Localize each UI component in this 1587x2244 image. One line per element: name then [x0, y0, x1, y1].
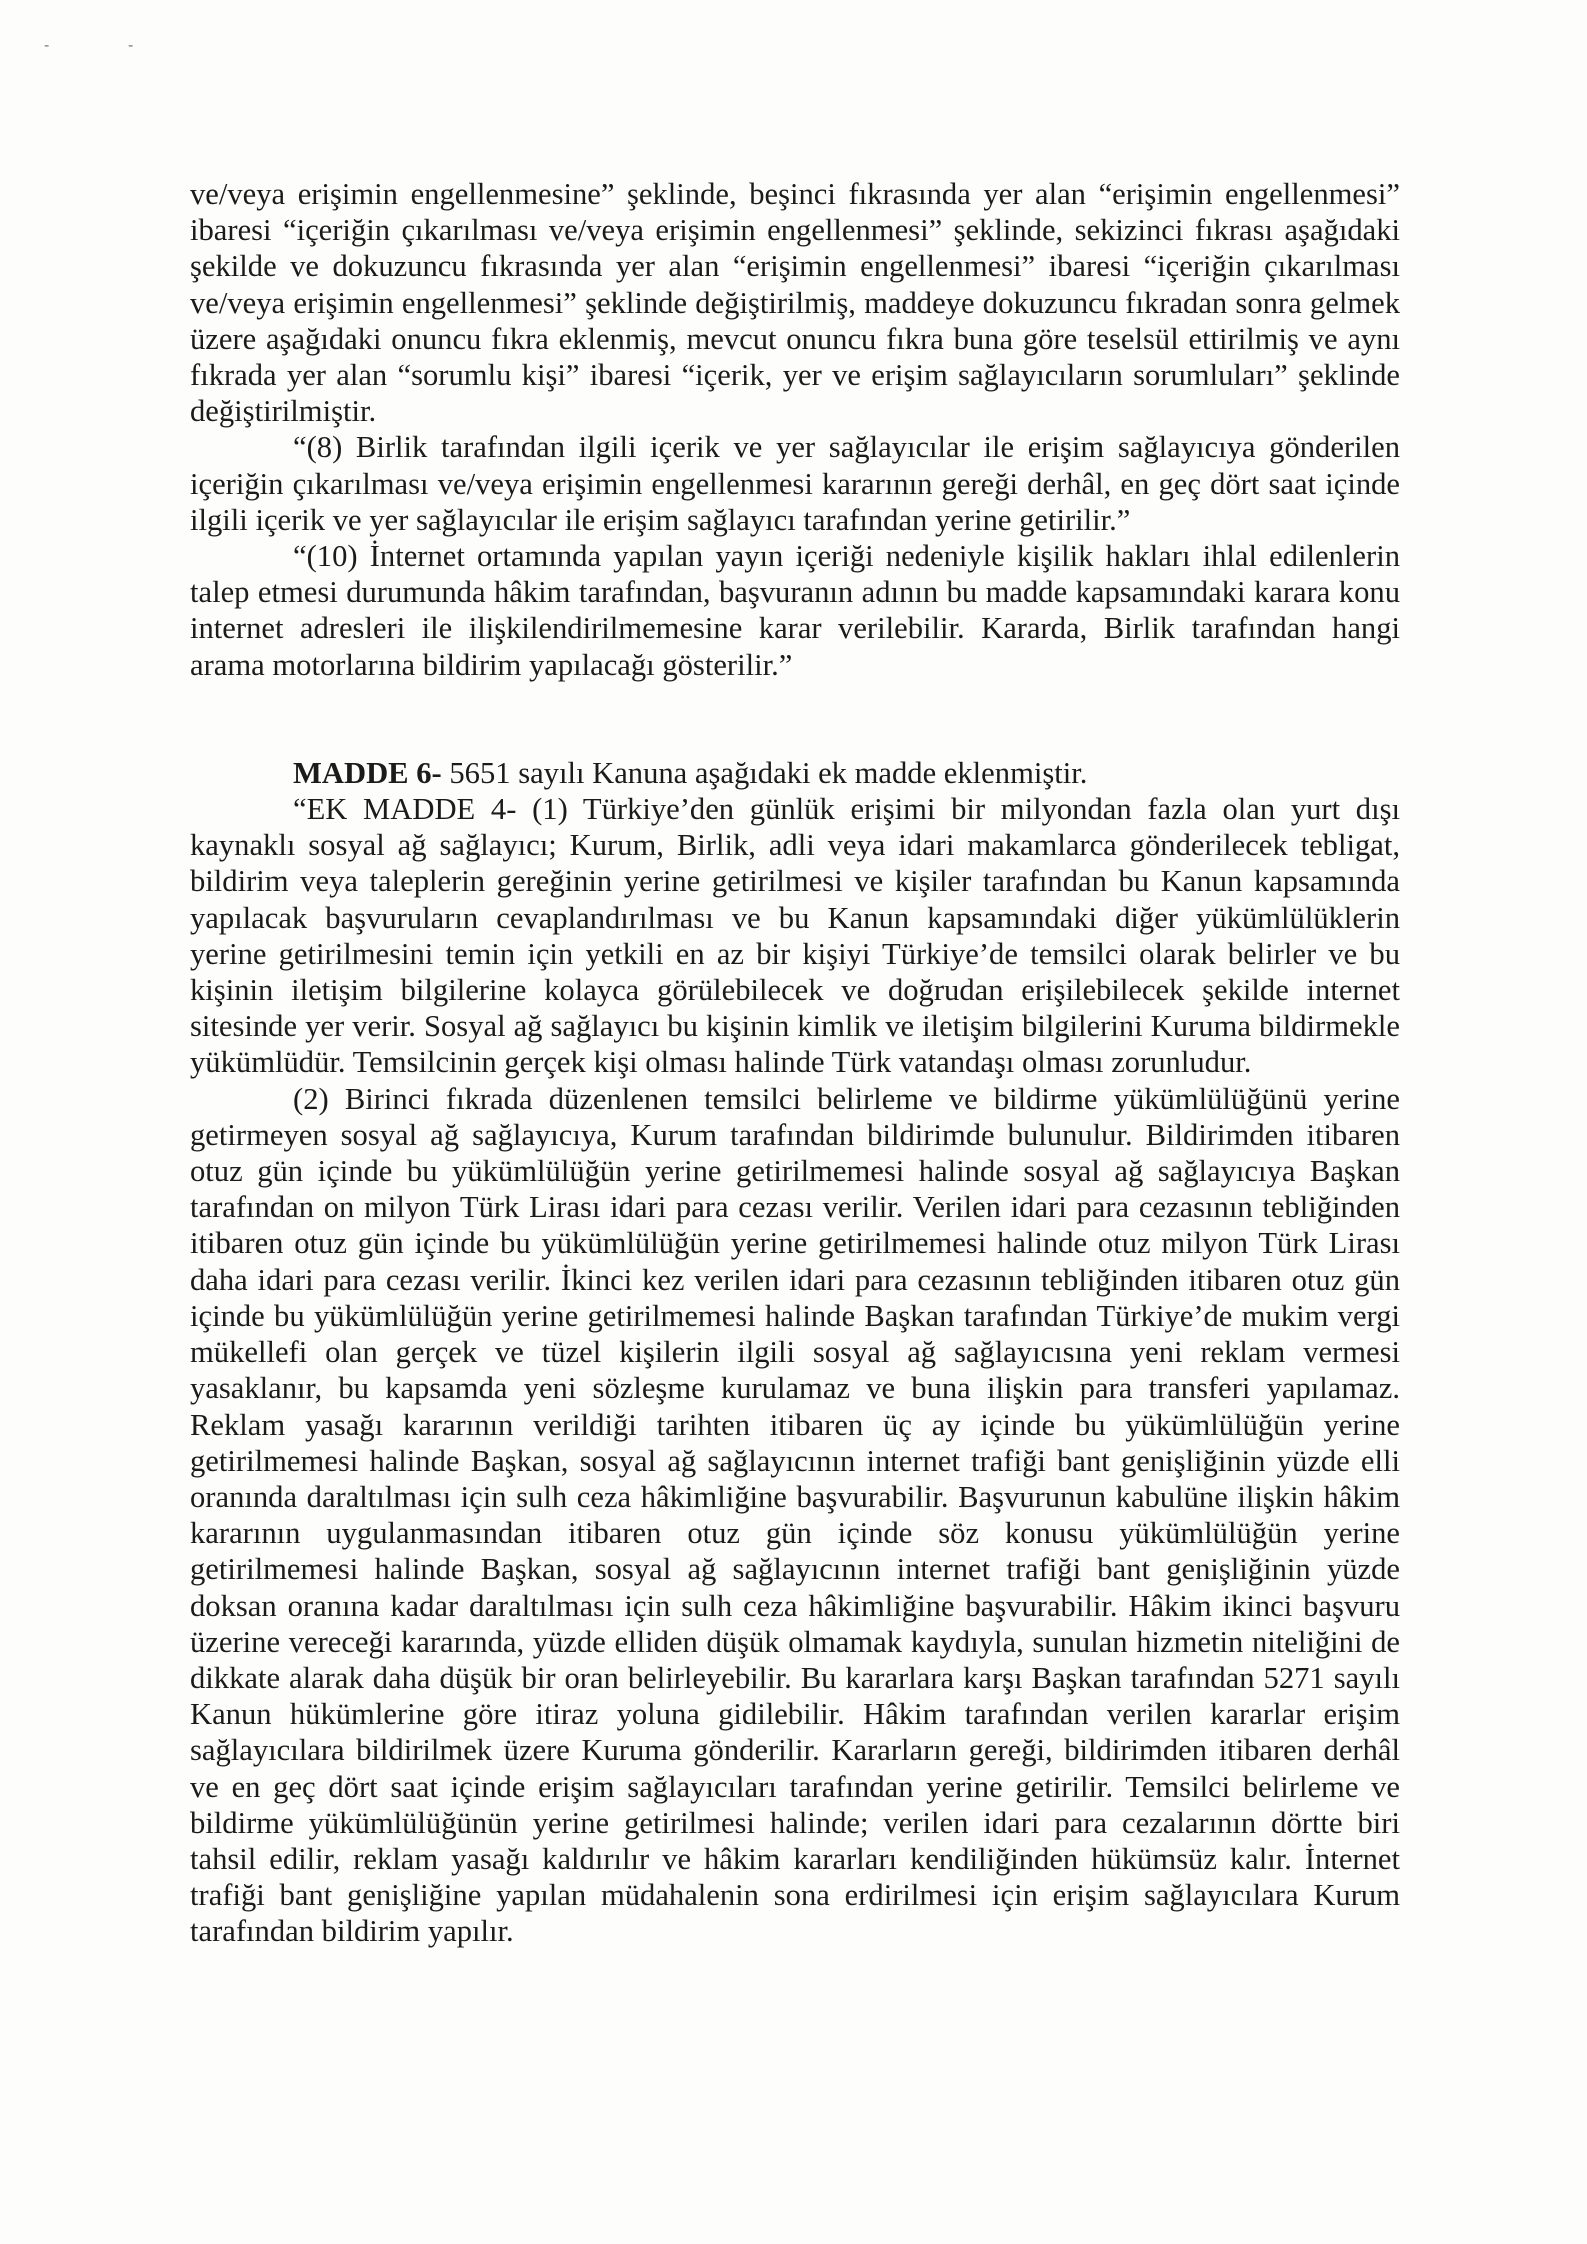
article-intro-text: 5651 sayılı Kanuna aşağıdaki ek madde eklenmiştir. — [441, 755, 1088, 790]
scan-mark: - — [128, 37, 134, 54]
article-heading: MADDE 6- — [293, 755, 442, 790]
document-body — [190, 176, 1400, 1950]
paragraph-continuation: ve/veya erişimin engellenmesine” şeklinde, beşinci fıkrasında yer alan “erişimin engellenmesi” ibaresi “içeriğin çıkarılması ve/veya erişimin engellenmesi” şeklinde, sekizinci fıkrası aşağıdaki şekilde ve dokuzuncu fıkrasında yer alan “erişimin engellenmesi” ibaresi “içeriğin çıkarılması ve/veya erişimin engellenmesi” şeklinde değiştirilmiş, maddeye dokuzuncu fıkradan sonra gelmek üzere aşağıdaki onuncu fıkra eklenmiş, mevcut onuncu fıkra buna göre teselsül ettirilmiş ve aynı fıkrada yer alan “sorumlu kişi” ibaresi “içerik, yer ve erişim sağlayıcıların sorumluları” şeklinde değiştirilmiştir. — [190, 177, 1400, 429]
scan-mark: - — [44, 37, 50, 54]
article-6-intro — [190, 755, 1400, 791]
section-gap — [190, 683, 1400, 755]
paragraph-ek-madde-4-2: (2) Birinci fıkrada düzenlenen temsilci belirleme ve bildirme yükümlülüğünü yerine getirmeyen sosyal ağ sağlayıcıya, Kurum tarafından bildirimde bulunulur. Bildirimden itibaren otuz gün içinde bu yükümlülüğün yerine getirilmemesi halinde sosyal ağ sağlayıcıya Başkan tarafından on milyon Türk Lirası idari para cezası verilir. Verilen idari para cezasının tebliğinden itibaren otuz gün içinde bu yükümlülüğün yerine getirilmemesi halinde otuz milyon Türk Lirası daha idari para cezası verilir. İkinci kez verilen idari para cezasının tebliğinden itibaren otuz gün içinde bu yükümlülüğün yerine getirilmemesi halinde Başkan tarafından Türkiye’de mukim vergi mükellefi olan gerçek ve tüzel kişilerin ilgili sosyal ağ sağlayıcısına yeni reklam vermesi yasaklanır, bu kapsamda yeni sözleşme kurulamaz ve buna ilişkin para transferi yapılamaz. Reklam yasağı kararının verildiği tarihten itibaren üç ay içinde bu yükümlülüğün yerine getirilmemesi halinde Başkan, sosyal ağ sağlayıcının internet trafiği bant genişliğinin yüzde elli oranında daraltılması için sulh ceza hâkimliğine başvurabilir. Başvurunun kabulüne ilişkin hâkim kararının uygulanmasından itibaren otuz gün içinde söz konusu yükümlülüğün yerine getirilmemesi halinde Başkan, sosyal ağ sağlayıcının internet trafiği bant genişliğinin yüzde doksan oranına kadar daraltılması için sulh ceza hâkimliğine başvurabilir. Hâkim ikinci başvuru üzerine vereceği kararında, yüzde elliden düşük olmamak kaydıyla, sunulan hizmetin niteliğini de dikkate alarak daha düşük bir oran belirleyebilir. Bu kararlara karşı Başkan tarafından 5271 sayılı Kanun hükümlerine göre itiraz yoluna gidilebilir. Hâkim tarafından verilen kararlar erişim sağlayıcılara bildirilmek üzere Kuruma gönderilir. Kararların gereği, bildirimden itibaren derhâl ve en geç dört saat içinde erişim sağlayıcıları tarafından yerine getirilir. Temsilci belirleme ve bildirme yükümlülüğünün yerine getirilmesi halinde; verilen idari para cezalarının dörtte biri tahsil edilir, reklam yasağı kaldırılır ve hâkim kararları kendiliğinden hükümsüz kalır. İnternet trafiği bant genişliğine yapılan müdahalenin sona erdirilmesi için erişim sağlayıcılara Kurum tarafından bildirim yapılır. — [190, 1081, 1400, 1949]
paragraph-ek-madde-4-1: “EK MADDE 4- (1) Türkiye’den günlük erişimi bir milyondan fazla olan yurt dışı kaynaklı sosyal ağ sağlayıcı; Kurum, Birlik, adli veya idari makamlarca gönderilecek tebligat, bildirim veya taleplerin gereğinin yerine getirilmesi ve kişiler tarafından bu Kanun kapsamında yapılacak başvuruların cevaplandırılması ve bu Kanun kapsamındaki diğer yükümlülüklerin yerine getirilmesini temin için yetkili en az bir kişiyi Türkiye’de temsilci olarak belirler ve bu kişinin iletişim bilgilerine kolayca görülebilecek ve doğrudan erişilebilecek şekilde internet sitesinde yer verir. Sosyal ağ sağlayıcı bu kişinin kimlik ve iletişim bilgilerini Kuruma bildirmekle yükümlüdür. Temsilcinin gerçek kişi olması halinde Türk vatandaşı olması zorunludur. — [190, 792, 1400, 1080]
paragraph-clause-10: “(10) İnternet ortamında yapılan yayın içeriği nedeniyle kişilik hakları ihlal edilenlerin talep etmesi durumunda hâkim tarafından, başvuranın adının bu madde kapsamındaki karara konu internet adresleri ile ilişkilendirilmemesine karar verilebilir. Kararda, Birlik tarafından hangi arama motorlarına bildirim yapılacağı gösterilir.” — [190, 539, 1400, 682]
paragraph-clause-8: “(8) Birlik tarafından ilgili içerik ve yer sağlayıcılar ile erişim sağlayıcıya gönderilen içeriğin çıkarılması ve/veya erişimin engellenmesi kararının gereği derhâl, en geç dört saat içinde ilgili içerik ve yer sağlayıcılar ile erişim sağlayıcı tarafından yerine getirilir.” — [190, 430, 1400, 537]
